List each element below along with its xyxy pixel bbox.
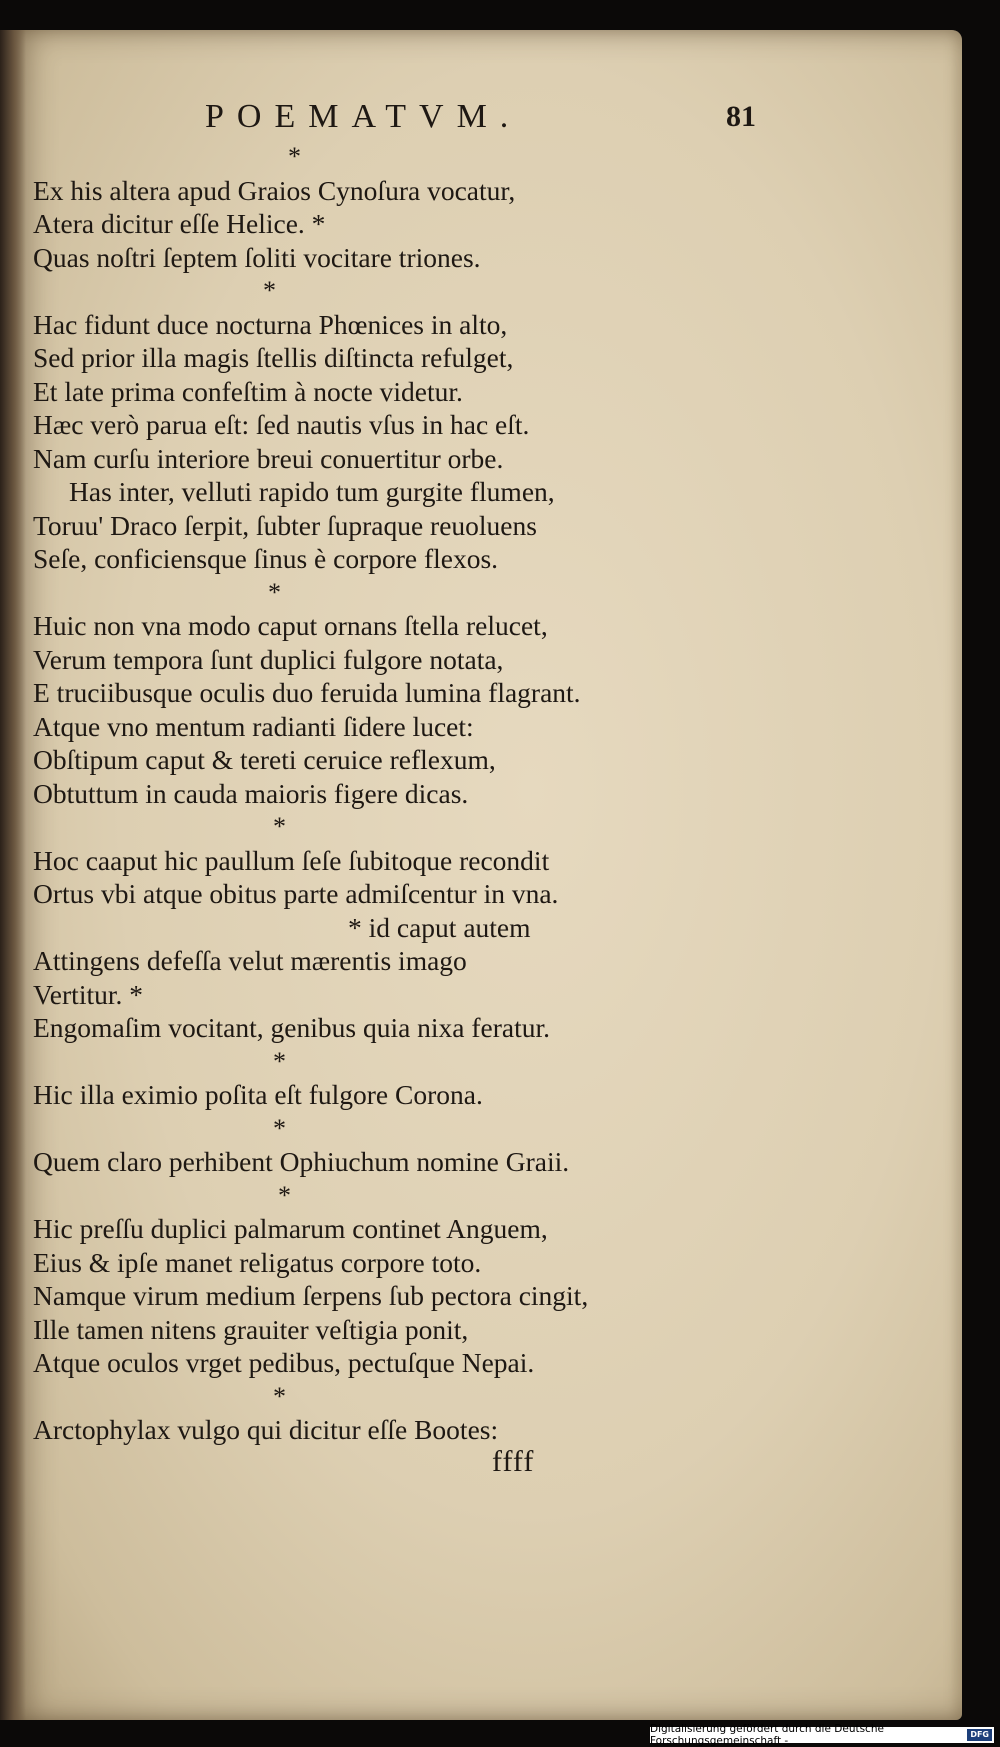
verse-line: Toruu' Draco ſerpit, ſubter ſupraque reuoluens: [33, 509, 537, 541]
asterism-marker: *: [268, 577, 281, 607]
verse-line: Sed prior illa magis ſtellis diſtincta refulget,: [33, 342, 514, 373]
verse-line: Has inter, velluti rapido tum gurgite flumen,: [69, 476, 555, 507]
asterism-marker: *: [288, 142, 301, 171]
verse-line: Obtuttum in cauda maioris figere dicas.: [33, 777, 469, 809]
verse-line: Quem claro perhibent Ophiuchum nomine Graii.: [33, 1146, 570, 1177]
verse-line: * id caput autem: [348, 911, 531, 943]
verse-line: Ortus vbi atque obitus parte admiſcentur in vna.: [33, 878, 559, 909]
verse-line: Atque vno mentum radianti ſidere lucet:: [33, 710, 474, 742]
verse-line: Hoc caaput hic paullum ſeſe ſubitoque recondit: [33, 844, 550, 876]
verse-line: Verum tempora ſunt duplici fulgore notata,: [33, 643, 504, 675]
credit-text: Digitalisierung gefördert durch die Deutsche Forschungsgemeinschaft -: [650, 1723, 884, 1747]
verse-line: Quas noſtri ſeptem ſoliti vocitare triones.: [33, 241, 481, 273]
verse-line: Eius & ipſe manet religatus corpore toto.: [33, 1246, 482, 1278]
verse-line: E truciibusque oculis duo feruida lumina flagrant.: [33, 677, 581, 708]
asterism-marker: *: [263, 276, 276, 305]
verse-line: Namque virum medium ſerpens ſub pectora cingit,: [33, 1280, 589, 1311]
catchword: ffff: [492, 1445, 535, 1478]
running-head: POEMATVM.: [205, 98, 522, 135]
asterism-marker: *: [278, 1180, 291, 1210]
verse-line: Hac fidunt duce nocturna Phœnices in alto,: [33, 308, 508, 340]
verse-line: Atera dicitur eſſe Helice. *: [33, 208, 326, 239]
verse-line: Atque oculos vrget pedibus, pectuſque Nepai.: [33, 1347, 535, 1378]
verse-line: Hæc verò parua eſt: ſed nautis vſus in hac eſt.: [33, 409, 530, 440]
digitization-credit: [650, 1723, 994, 1747]
verse-line: Engomaſim vocitant, genibus quia nixa feratur.: [33, 1012, 551, 1043]
verse-line: Attingens defeſſa velut mærentis imago: [33, 945, 467, 976]
asterism-marker: *: [273, 1381, 286, 1411]
binding-gutter: [0, 30, 26, 1720]
verse-line: Ille tamen nitens grauiter veſtigia ponit,: [33, 1313, 469, 1345]
asterism-marker: *: [273, 812, 286, 841]
verse-line: Arctophylax vulgo qui dicitur eſſe Bootes:: [33, 1414, 499, 1445]
poem-text-block: [33, 140, 913, 1447]
verse-line: Obſtipum caput & tereti ceruice reflexum,: [33, 744, 496, 775]
verse-line: Huic non vna modo caput ornans ſtella relucet,: [33, 610, 548, 641]
dfg-logo-icon: DFG: [967, 1729, 992, 1741]
verse-line: Seſe, conficiensque ſinus è corpore flexos.: [33, 543, 499, 574]
verse-line: Ex his altera apud Graios Cynoſura vocatur,: [33, 174, 516, 206]
verse-line: Vertitur. *: [33, 978, 143, 1010]
asterism-marker: *: [273, 1113, 286, 1143]
asterism-marker: *: [273, 1046, 286, 1076]
page-number: 81: [726, 100, 756, 133]
verse-line: Hic preſſu duplici palmarum continet Anguem,: [33, 1213, 548, 1244]
verse-line: Hic illa eximio poſita eſt fulgore Corona.: [33, 1079, 483, 1110]
verse-line: Et late prima confeſtim à nocte videtur.: [33, 375, 463, 407]
verse-line: Nam curſu interiore breui conuertitur orbe.: [33, 442, 504, 474]
